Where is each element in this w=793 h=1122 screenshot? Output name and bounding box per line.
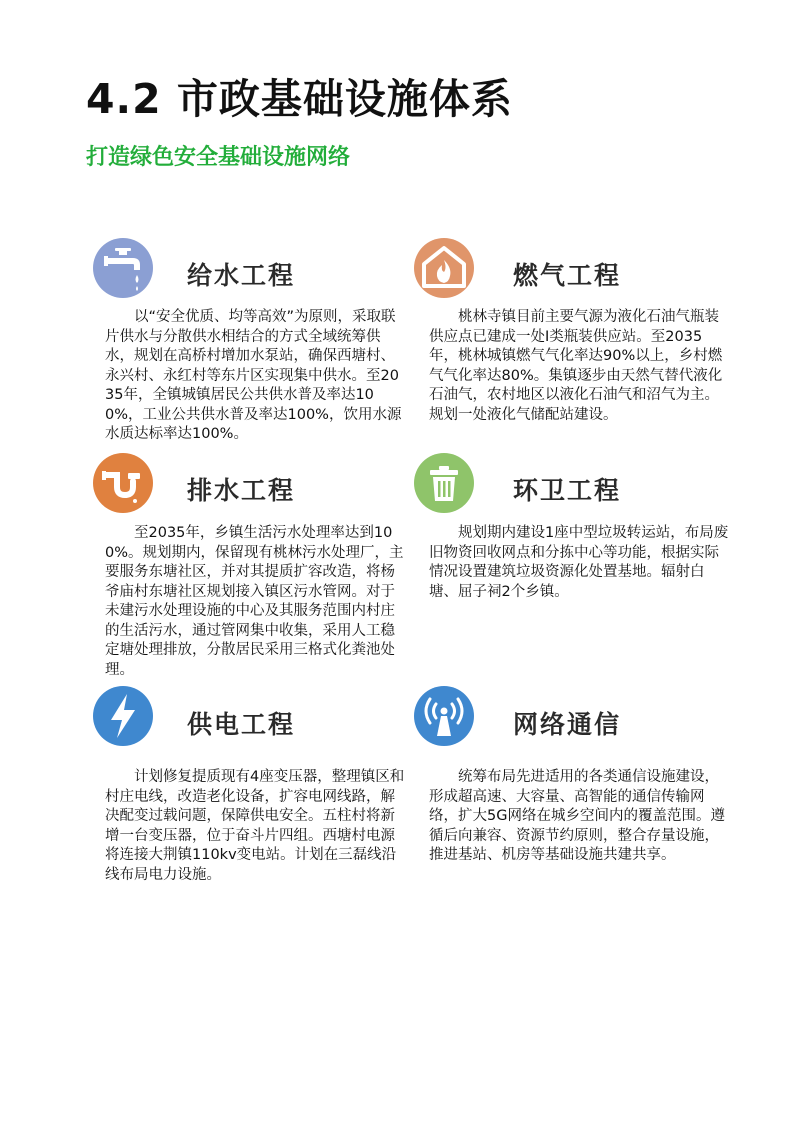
section-text-gas: 桃林寺镇目前主要气源为液化石油气瓶装供应点已建成一处Ⅰ类瓶装供应站。至2035年，桃林城镇燃气气化率达90%以上，乡村燃气气化率达80%。集镇逐步由天然气替代液化石油气，农村地区以液化石油气和沼气为主。规划一处液化气储配站建设。 <box>429 309 723 423</box>
water-tap-icon <box>93 238 153 298</box>
section-title-drainage: 排水工程 <box>187 476 296 505</box>
signal-tower-icon <box>414 686 474 746</box>
lightning-bolt-icon <box>93 686 153 746</box>
section-text-sanitation: 规划期内建设1座中型垃圾转运站，布局废旧物资回收网点和分拣中心等功能，根据实际情况设置建筑垃圾资源化处置基地。辐射白塘、屈子祠2个乡镇。 <box>429 525 729 600</box>
section-title-power: 供电工程 <box>187 710 296 739</box>
section-text-drainage: 至2035年，乡镇生活污水处理率达到100%。规划期内，保留现有桃林污水处理厂，主要服务东塘社区，并对其提质扩容改造，将杨爷庙村东塘社区规划接入镇区污水管网。对于未建污水处理设施的中心及其服务范围内村庄的生活污水，通过管网集中收集，采用人工稳定塘处理排放，分散居民采用三格式化粪池处理。 <box>105 525 404 678</box>
section-text-network: 统筹布局先进适用的各类通信设施建设，形成超高速、大容量、高智能的通信传输网络，扩大5G网络在城乡空间内的覆盖范围。遵循后向兼容、资源节约原则，整合存量设施，推进基站、机房等基础设施共建共享。 <box>429 769 725 863</box>
section-title-gas: 燃气工程 <box>513 261 622 290</box>
gas-flame-icon <box>414 238 474 298</box>
trash-bin-icon <box>414 453 474 513</box>
drain-pipe-icon <box>93 453 153 513</box>
section-text-water: 以“安全优质、均等高效”为原则，采取联片供水与分散供水相结合的方式全域统筹供水，规划在高桥村增加水泵站，确保西塘村、永兴村、永红村等东片区实现集中供水。至2035年，全镇城镇居民公共供水普及率达100%，工业公共供水普及率达100%，饮用水源水质达标率达100%。 <box>105 309 402 442</box>
section-title-water: 给水工程 <box>187 261 296 290</box>
page-title: 4.2 市政基础设施体系 <box>86 75 513 123</box>
section-title-network: 网络通信 <box>513 710 622 739</box>
section-text-power: 计划修复提质现有4座变压器，整理镇区和村庄电线，改造老化设备，扩容电网线路，解决配变过载问题，保障供电安全。五柱村将新增一台变压器，位于奋斗片四组。西塘村电源将连接大荆镇110kv变电站。计划在三磊线沿线布局电力设施。 <box>105 769 405 883</box>
section-title-sanitation: 环卫工程 <box>513 476 622 505</box>
page-subtitle: 打造绿色安全基础设施网络 <box>86 145 351 170</box>
